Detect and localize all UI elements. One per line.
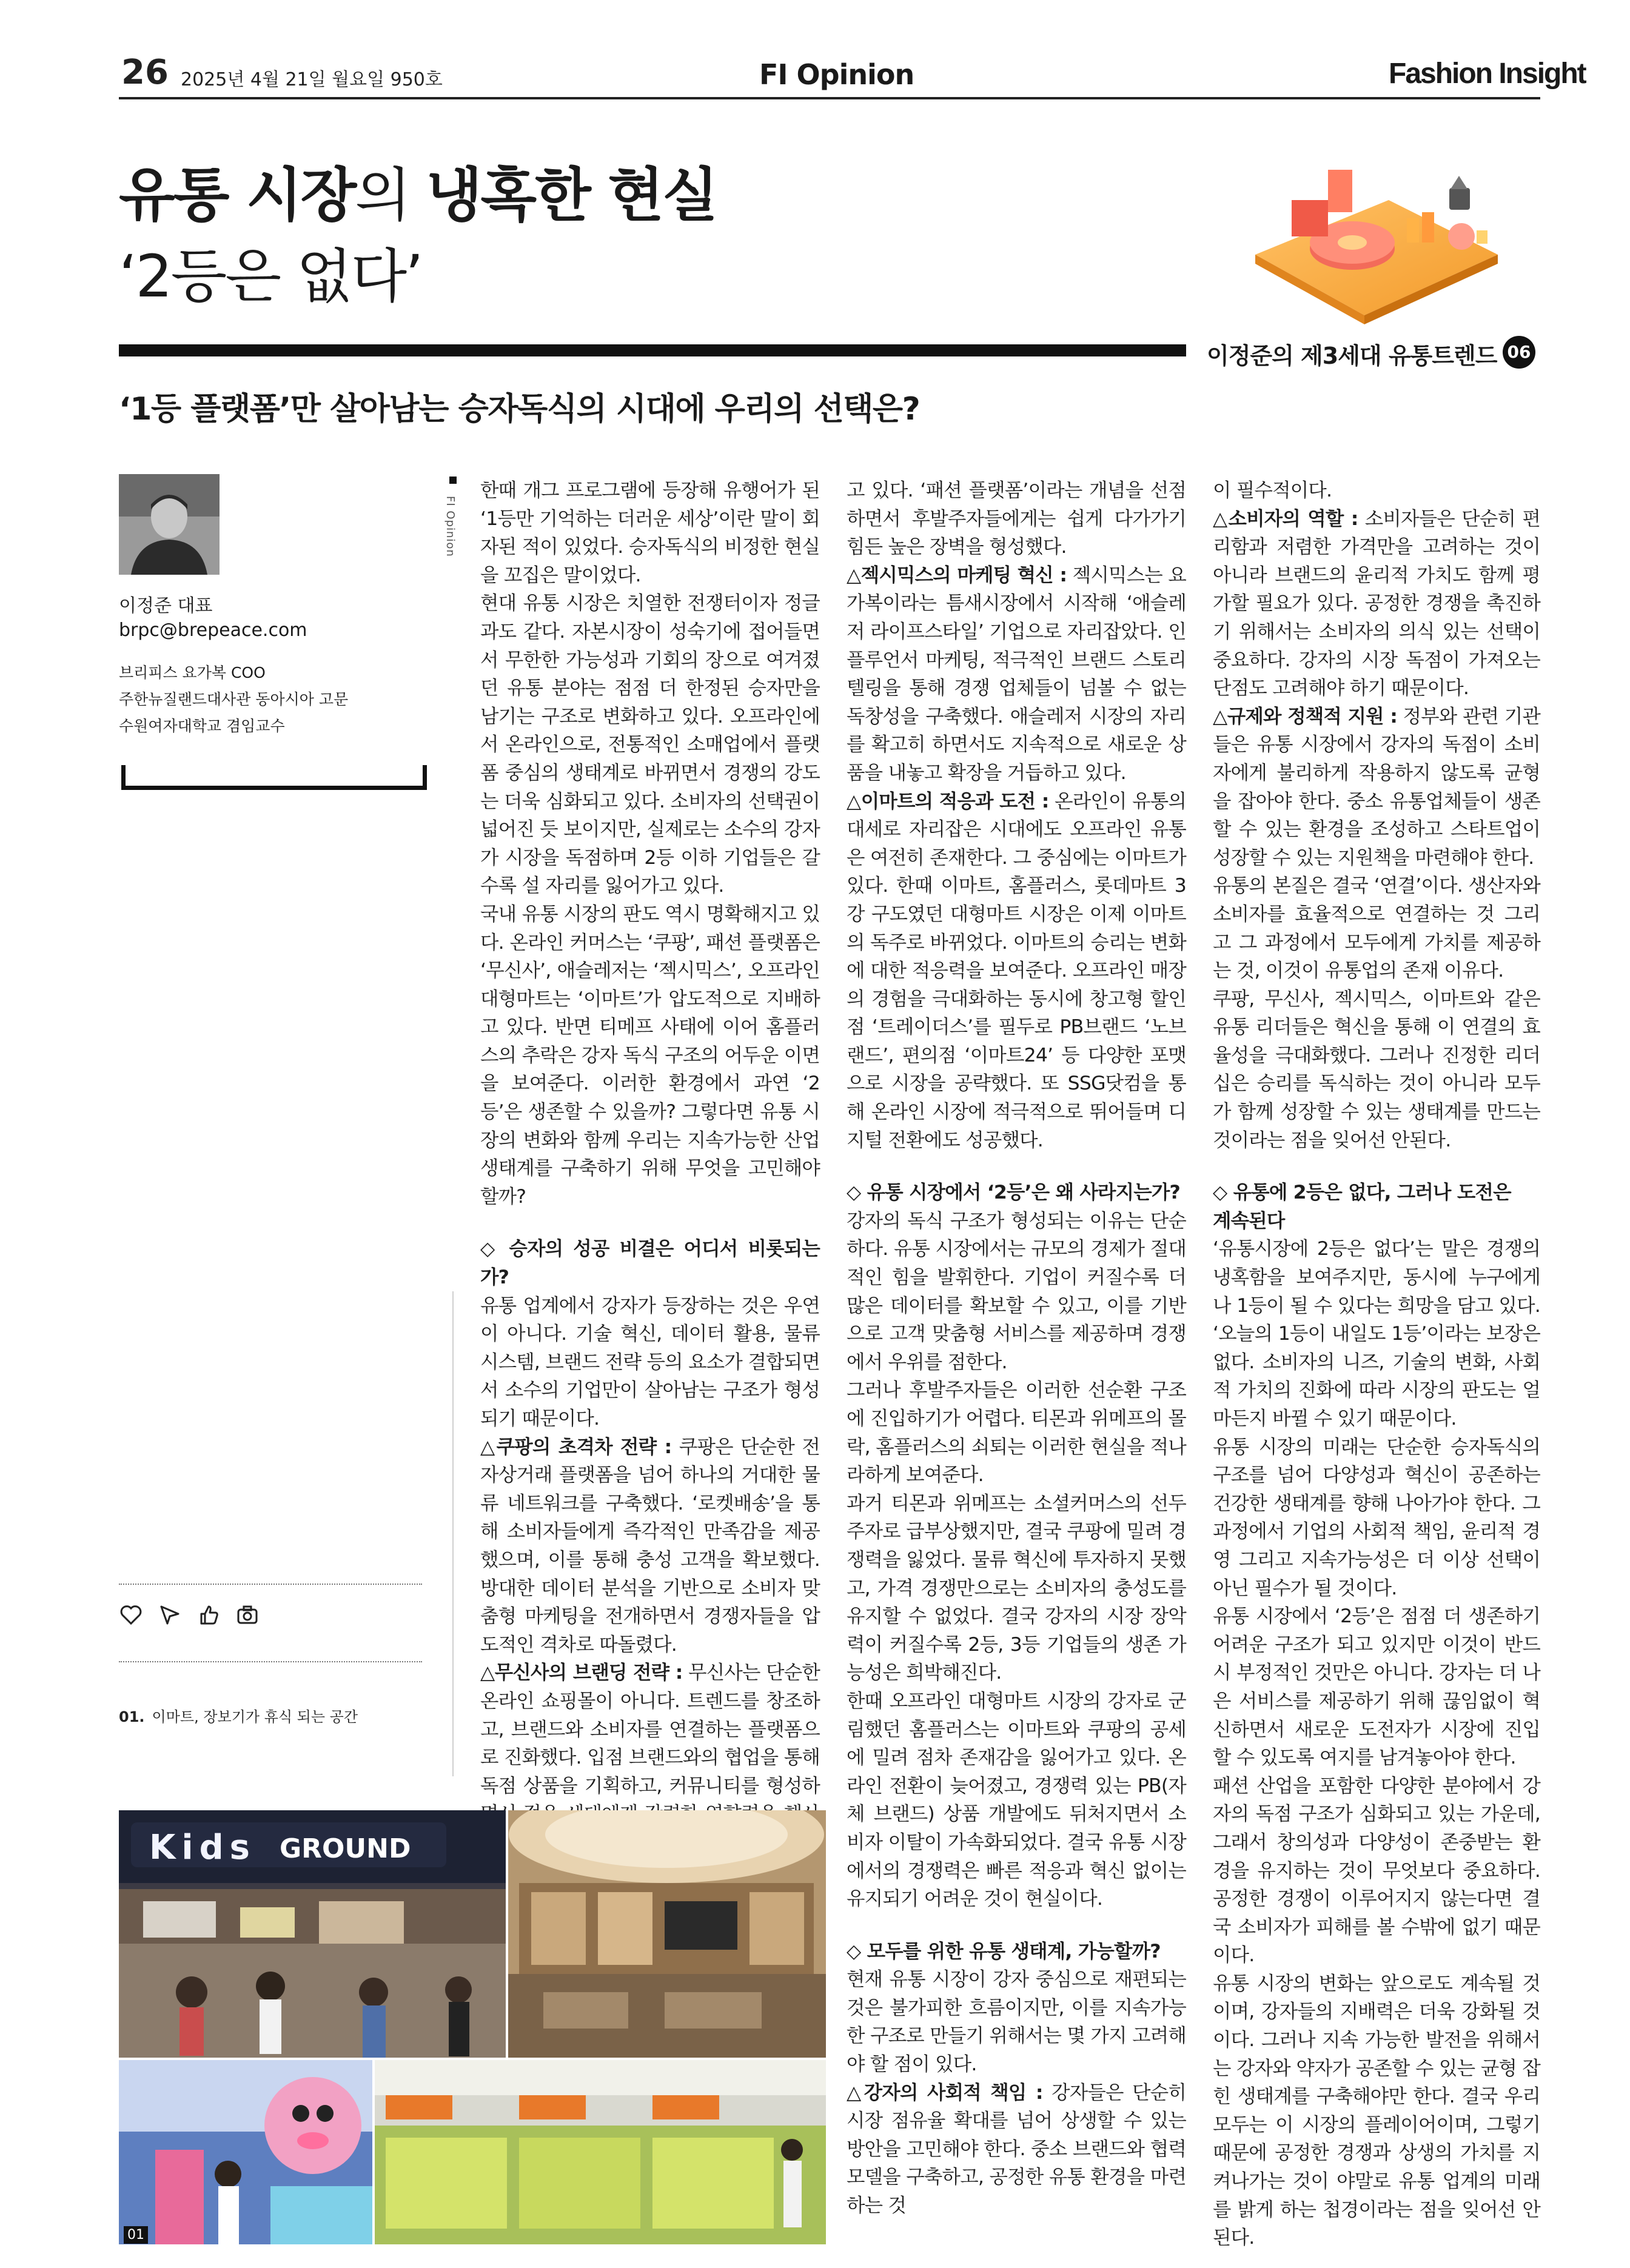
paragraph: 현재 유통 시장이 강자 중심으로 재편되는 것은 불가피한 흐름이지만, 이를 지속가능한 구조로 만들기 위해서는 몇 가지 고려해야 할 점이 있다. — [847, 1969, 1186, 2076]
paragraph — [480, 1433, 820, 1659]
paragraph: 한때 개그 프로그램에 등장해 유행어가 된 ‘1등만 기억하는 더러운 세상’이란 말이 회자된 적이 있었다. 승자독식의 비정한 현실을 꼬집은 말이었다. — [480, 480, 820, 586]
article-column-3 — [1213, 477, 1540, 2252]
article-column-1 — [480, 477, 820, 1857]
keyword-label: △무신사의 브랜딩 전략 : — [480, 1662, 683, 1684]
paragraph: 유통의 본질은 결국 ‘연결’이다. 생산자와 소비자를 효율적으로 연결하는 것 그리고 그 과정에서 모두에게 가치를 제공하는 것, 이것이 유통업의 존재 이유다. — [1213, 875, 1540, 982]
vertical-section-label: FI Opinion — [444, 496, 457, 557]
caption-number: 01. — [119, 1708, 145, 1725]
author-email[interactable]: brpc@brepeace.com — [119, 620, 307, 641]
section-name: FI Opinion — [759, 58, 914, 91]
paragraph: 이 필수적이다. — [1213, 480, 1332, 501]
series-title: 이정준의 제3세대 유통트렌드 — [1207, 343, 1497, 369]
paragraph: 국내 유통 시장의 판도 역시 명확해지고 있다. 온라인 커머스는 ‘쿠팡’, 패션 플랫폼은 ‘무신사’, 애슬레저는 ‘젝시믹스’, 오프라인 대형마트는 ‘이마트’가 압도적으로 지배하고 있다. 반면 티메프 사태에 이어 홈플러스의 추락은 강자 독식 구조의 어두운 이면을 보여준다. 이러한 환경에서 과연 ‘2등’은 생존할 수 있을까? 그렇다면 유통 시장의 변화와 함께 우리는 지속가능한 산업 생태계를 구축하기 위해 무엇을 고민해야 할까? — [480, 903, 820, 1208]
headline-rule — [119, 344, 1186, 356]
paragraph: 유통 시장에서 ‘2등’은 점점 더 생존하기 어려운 구조가 되고 있지만 이것이 반드시 부정적인 것만은 아니다. 강자는 더 나은 서비스를 제공하기 위해 끊임없이 혁신하면서 새로운 도전자가 시장에 진입할 수 있도록 여지를 남겨놓아야 한다. — [1213, 1605, 1540, 1769]
emart-photo — [119, 1810, 826, 2244]
paragraph-text: 강자들은 단순히 시장 점유율 확대를 넘어 상생할 수 있는 방안을 고민해야 한다. 중소 브랜드와 협력 모델을 구축하고, 공정한 유통 환경을 마련하는 것 — [847, 2081, 1186, 2217]
masthead-rule — [119, 97, 1540, 99]
keyword-label: △젝시믹스의 마케팅 혁신 : — [847, 564, 1067, 586]
keyword-label: △쿠팡의 초격차 전략 : — [480, 1436, 672, 1458]
paragraph — [1213, 703, 1540, 872]
headline — [119, 155, 1150, 317]
paragraph: ‘유통시장에 2등은 없다’는 말은 경쟁의 냉혹함을 보여주지만, 동시에 누구에게나 1등이 될 수 있다는 희망을 담고 있다. ‘오늘의 1등이 내일도 1등’이라는 보장은 없다. 소비자의 니즈, 기술의 변화, 사회적 가치의 진화에 따라 시장의 판도는 얼마든지 바뀔 수 있기 때문이다. — [1213, 1238, 1540, 1430]
subheading: ◇ 유통 시장에서 ‘2등’은 왜 사라지는가? — [847, 1182, 1180, 1204]
portrait-image — [119, 474, 220, 575]
dotted-divider — [119, 1661, 422, 1662]
headline-line-1 — [119, 155, 1150, 236]
paragraph: 쿠팡, 무신사, 젝시믹스, 이마트와 같은 유통 리더들은 혁신을 통해 이 연결의 효율성을 극대화했다. 그러나 진정한 리더십은 승리를 독식하는 것이 아니라 모두가 함께 성장할 수 있는 생태계를 만드는 것이라는 점을 잊어선 안된다. — [1213, 988, 1540, 1151]
paragraph — [847, 561, 1186, 788]
keyword-label: △강자의 사회적 책임 : — [847, 2081, 1043, 2104]
series-number-badge: 06 — [1503, 336, 1535, 369]
kids-sign: Kids — [149, 1828, 257, 1867]
chart-illustration — [1237, 152, 1516, 327]
author-role: 주한뉴질랜드대사관 동아시아 고문 — [119, 691, 349, 708]
issue-date: 2025년 4월 21일 월요일 950호 — [181, 69, 443, 90]
paragraph: 그러나 후발주자들은 이러한 선순환 구조에 진입하기가 어렵다. 티몬과 위메프의 몰락, 홈플러스의 쇠퇴는 이러한 현실을 적나라하게 보여준다. — [847, 1379, 1186, 1487]
headline-line-2: ‘2등은 없다’ — [119, 243, 422, 310]
publication-logo: Fashion Insight — [1389, 58, 1586, 90]
paragraph-text: 소비자들은 단순히 편리함과 저렴한 가격만을 고려하는 것이 아니라 브랜드의 윤리적 가치도 함께 평가할 필요가 있다. 공정한 경쟁을 촉진하기 위해서는 소비자의 의식 있는 선택이 중요하다. 강자의 시장 독점이 가져오는 단점도 고려해야 하기 때문이다. — [1213, 507, 1540, 700]
article-column-2 — [847, 477, 1186, 2220]
headline-part: 유통 시장 — [119, 161, 355, 229]
paragraph: 한때 오프라인 대형마트 시장의 강자로 군림했던 홈플러스는 이마트와 쿠팡의 공세에 밀려 점차 존재감을 잃어가고 있다. 온라인 전환이 늦어졌고, 경쟁력 있는 PB(자체 브랜드) 상품 개발에도 뒤처지면서 소비자 이탈이 가속화되었다. 결국 유통 시장에서의 경쟁력은 빠른 적응과 혁신 없이는 유지되기 어려운 것이 현실이다. — [847, 1690, 1186, 1910]
paragraph: 유통 시장의 변화는 앞으로도 계속될 것이며, 강자들의 지배력은 더욱 강화될 것이다. 그러나 지속 가능한 발전을 위해서는 강자와 약자가 공존할 수 있는 균형 잡힌 생태계를 구축해야만 한다. 결국 우리 모두는 이 시장의 플레이어이며, 그렇기 때문에 공정한 경쟁과 상생의 가치를 지켜나가는 것이 야말로 유통 업계의 미래를 밝게 하는 첩경이라는 점을 잊어선 안된다. — [1213, 1972, 1540, 2249]
paragraph-text: 무신사는 단순한 온라인 쇼핑몰이 아니다. 트렌드를 창조하고, 브랜드와 소비자를 연결하는 플랫폼으로 진화했다. 입점 브랜드와의 협업을 통해 독점 상품을 기획하고, 커뮤니티를 형성하 — [480, 1662, 820, 1797]
column-divider — [452, 1291, 454, 1776]
subheading: ◇ 승자의 성공 비결은 어디서 비롯되는가? — [480, 1238, 820, 1289]
photo-number: 01 — [124, 2226, 148, 2244]
dotted-divider — [119, 1584, 422, 1585]
thumbs-up-icon[interactable] — [196, 1603, 221, 1627]
author-role: 브리피스 요가복 COO — [119, 664, 266, 681]
section-marker — [449, 477, 457, 484]
paragraph: 유통 시장의 미래는 단순한 승자독식의 구조를 넘어 다양성과 혁신이 공존하는 건강한 생태계를 향해 나아가야 한다. 그 과정에서 기업의 사회적 책임, 윤리적 경영 그리고 지속가능성은 더 이상 선택이 아닌 필수가 될 것이다. — [1213, 1436, 1540, 1599]
subheading: ◇ 유통에 2등은 없다, 그러나 도전은 계속된다 — [1213, 1182, 1511, 1232]
paragraph-text: 젝시믹스는 요가복이라는 틈새시장에서 시작해 ‘애슬레저 라이프스타일’ 기업으로 자리잡았다. 인플루언서 마케팅, 적극적인 브랜드 스토리텔링을 통해 경쟁 업체들이 넘볼 수 없는 독창성을 구축했다. 애슬레저 시장의 자리를 확고히 하면서도 지속적으로 새로운 상품을 내놓고 확장을 거듭하고 있다. — [847, 564, 1186, 784]
heart-icon[interactable] — [119, 1603, 143, 1627]
author-portrait — [119, 474, 220, 575]
keyword-label: △소비자의 역할 : — [1213, 507, 1358, 530]
keyword-label: △규제와 정책적 지원 : — [1213, 705, 1398, 728]
paragraph — [847, 2079, 1186, 2220]
photo-caption — [119, 1705, 358, 1726]
paragraph: 강자의 독식 구조가 형성되는 이유는 단순하다. 유통 시장에서는 규모의 경제가 절대적인 힘을 발휘한다. 기업이 커질수록 더 많은 데이터를 확보할 수 있고, 이를 기반으로 고객 맞춤형 서비스를 제공하며 경쟁에서 우위를 점한다. — [847, 1209, 1186, 1373]
share-icons — [119, 1601, 260, 1630]
store-photo-collage — [119, 1810, 826, 2244]
paragraph — [847, 788, 1186, 1155]
headline-part: 냉혹한 현실 — [426, 161, 717, 229]
paragraph: 현대 유통 시장은 치열한 전쟁터이자 정글과도 같다. 자본시장이 성숙기에 접어들면서 무한한 가능성과 기회의 장으로 여겨졌던 유통 분야는 점점 더 한정된 승자만을 남기는 구조로 변화하고 있다. 오프라인에서 온라인으로, 전통적인 소매업에서 플랫폼 중심의 생태계로 바뀌면서 경쟁의 강도는 더욱 심화되고 있다. 소비자의 선택권이 넓어진 듯 보이지만, 실제로는 소수의 강자가 시장을 독점하며 2등 이하 기업들은 갈수록 설 자리를 잃어가고 있다. — [480, 592, 820, 897]
camera-icon[interactable] — [235, 1603, 260, 1627]
page-number: 26 — [121, 53, 169, 92]
subheading: ◇ 모두를 위한 유통 생태계, 가능할까? — [847, 1940, 1161, 1962]
author-roles — [119, 660, 422, 740]
caption-text: 이마트, 장보기가 휴식 되는 공간 — [152, 1708, 358, 1725]
paragraph-text: 쿠팡은 단순한 전자상거래 플랫폼을 넘어 하나의 거대한 물류 네트워크를 구축했다. ‘로켓배송’을 통해 소비자들에게 즉각적인 만족감을 제공했으며, 이를 통해 충성 고객을 확보했다. 방대한 데이터 분석을 기반으로 소비자 맞춤형 마케팅을 전개하면서 경쟁자들을 압도적인 격차로 따돌렸다. — [480, 1436, 820, 1656]
send-icon[interactable] — [158, 1603, 182, 1627]
paragraph: 과거 티몬과 위메프는 소셜커머스의 선두주자로 급부상했지만, 결국 쿠팡에 밀려 경쟁력을 잃었다. 물류 혁신에 투자하지 못했고, 가격 경쟁만으로는 소비자의 충성도를 유지할 수 없었다. 결국 강자의 시장 장악력이 커질수록 2등, 3등 기업들의 생존 가능성은 희박해진다. — [847, 1492, 1186, 1684]
ground-sign: GROUND — [280, 1833, 411, 1864]
paragraph: 고 있다. ‘패션 플랫폼’이라는 개념을 선점하면서 후발주자들에게는 쉽게 다가가기 힘든 높은 장벽을 형성했다. — [847, 480, 1186, 558]
paragraph: 유통 업계에서 강자가 등장하는 것은 우연이 아니다. 기술 혁신, 데이터 활용, 물류 시스템, 브랜드 전략 등의 요소가 결합되면서 소수의 기업만이 살아남는 구조가 형성되기 때문이다. — [480, 1294, 820, 1430]
author-name: 이정준 대표 — [119, 595, 213, 617]
author-bracket-decoration — [121, 765, 427, 790]
headline-part: 의 — [355, 161, 426, 229]
paragraph — [1213, 505, 1540, 703]
author-role: 수원여자대학교 겸임교수 — [119, 717, 285, 735]
paragraph-text: 정부와 관련 기관들은 유통 시장에서 강자의 독점이 소비자에게 불리하게 작용하지 않도록 균형을 잡아야 한다. 중소 유통업체들이 생존할 수 있는 환경을 조성하고 스타트업이 성장할 수 있는 지원책을 마련해야 한다. — [1213, 705, 1540, 869]
paragraph: 패션 산업을 포함한 다양한 분야에서 강자의 독점 구조가 심화되고 있는 가운데, 그래서 창의성과 다양성이 존중받는 환경을 유지하는 것이 무엇보다 중요하다. 공정한 경쟁이 이루어지지 않는다면 결국 소비자가 피해를 볼 수밖에 없기 때문이다. — [1213, 1775, 1540, 1967]
paragraph-text: 온라인이 유통의 대세로 자리잡은 시대에도 오프라인 유통은 여전히 존재한다. 그 중심에는 이마트가 있다. 한때 이마트, 홈플러스, 롯데마트 3강 구도였던 대형마트 시장은 이제 이마트의 독주로 바뀌었다. 이마트의 승리는 변화에 대한 적응력을 보여준다. 오프라인 매장의 경험을 극대화하는 동시에 창고형 할인점 ‘트레이더스’를 필두로 PB브랜드 ‘노브랜드’, 편의점 ‘이마트24’ 등 다양한 포맷으로 시장을 공략했다. 또 SSG닷컴을 통해 온라인 시장에 적극적으로 뛰어들며 디지털 전환에도 성공했다. — [847, 790, 1186, 1151]
deck-subheadline: ‘1등 플랫폼’만 살아남는 승자독식의 시대에 우리의 선택은? — [119, 391, 920, 427]
keyword-label: △이마트의 적응과 도전 : — [847, 790, 1049, 812]
